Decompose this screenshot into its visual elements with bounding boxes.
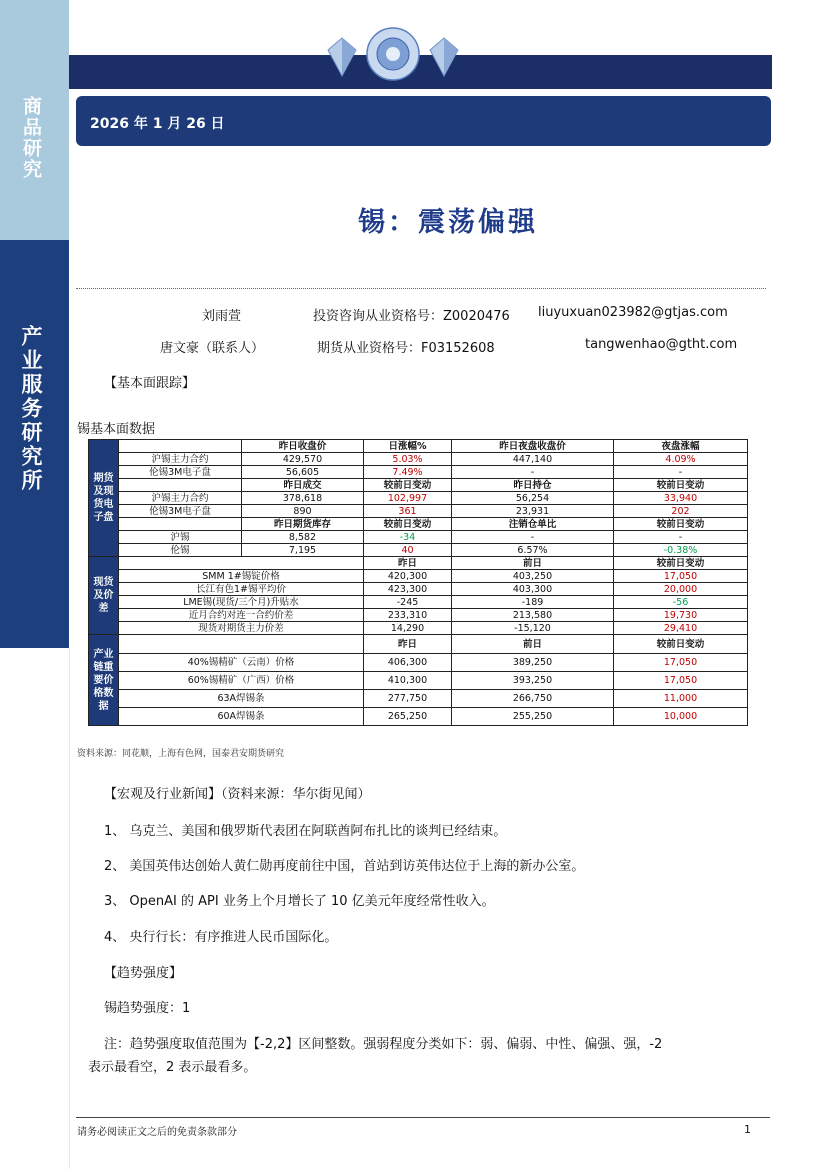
news-item-3: 3、 OpenAI 的 API 业务上个月增长了 10 亿美元年度经常性收入。	[104, 894, 495, 909]
section-trend: 【趋势强度】	[104, 966, 183, 981]
page-number: 1	[744, 1123, 751, 1136]
table-row: 近月合约对连一合约价差 233,310 213,580 19,730	[89, 609, 748, 622]
note-line-2: 表示最看空，2 表示最看多。	[88, 1060, 257, 1075]
section-macro: 【宏观及行业新闻】（资料来源：华尔街见闻）	[104, 787, 371, 802]
table-header-row: 昨日成交 较前日变动 昨日持仓 较前日变动	[89, 479, 748, 492]
news-item-1: 1、 乌克兰、美国和俄罗斯代表团在阿联酋阿布扎比的谈判已经结束。	[104, 824, 507, 839]
category-spot: 现货及价差	[89, 557, 119, 635]
footer-divider	[76, 1117, 722, 1118]
table-row: 60A焊锡条 265,250 255,250 10,000	[89, 708, 748, 726]
category-futures: 期货及现货电子盘	[89, 440, 119, 557]
table-header-row: 现货及价差 昨日 前日 较前日变动	[89, 557, 748, 570]
table-row: 沪锡主力合约 429,570 5.03% 447,140 4.09%	[89, 453, 748, 466]
sidebar-label-institute: 产业服务研究所	[19, 325, 44, 493]
author-2-name: 唐文豪（联系人）	[160, 341, 265, 356]
table-row: 长江有色1#锡平均价 423,300 403,300 20,000	[89, 583, 748, 596]
table-row: 40%锡精矿（云南）价格 406,300 389,250 17,050	[89, 654, 748, 672]
sidebar-label-commodity: 商品研究	[20, 96, 42, 180]
table-row: 伦锡 7,195 40 6.57% -0.38%	[89, 544, 748, 557]
table-row: 伦锡3M电子盘 890 361 23,931 202	[89, 505, 748, 518]
section-fundamentals: 【基本面跟踪】	[104, 376, 196, 391]
report-title: 锡：震荡偏强	[358, 207, 538, 238]
source-note: 资料来源：同花顺，上海有色网，国泰君安期货研究	[77, 749, 285, 759]
report-date: 2026 年 1 月 26 日	[90, 116, 225, 132]
table-row: 沪锡 8,582 -34 - -	[89, 531, 748, 544]
news-item-2: 2、 美国英伟达创始人黄仁勋再度前往中国，首站到访英伟达位于上海的新办公室。	[104, 859, 585, 874]
author-2-cert: 期货从业资格号：F03152608	[317, 341, 495, 356]
table-row: 60%锡精矿（广西）价格 410,300 393,250 17,050	[89, 672, 748, 690]
table-row: 现货对期货主力价差 14,290 -15,120 29,410	[89, 622, 748, 635]
tin-fundamentals-table	[88, 439, 748, 726]
table-row: 沪锡主力合约 378,618 102,997 56,254 33,940	[89, 492, 748, 505]
diamond-logo-icon	[318, 24, 468, 86]
sidebar-divider	[69, 648, 70, 1169]
author-2-email[interactable]: tangwenhao@gtht.com	[585, 337, 738, 352]
sidebar-bottom	[0, 648, 69, 1169]
category-chain: 产业链重要价格数据	[89, 635, 119, 726]
table-title: 锡基本面数据	[77, 422, 156, 437]
author-1-cert: 投资咨询从业资格号：Z0020476	[313, 309, 510, 324]
author-1-email[interactable]: liuyuxuan023982@gtjas.com	[538, 305, 728, 320]
title-divider	[76, 288, 766, 289]
table-header-row: 产业链重要价格数据 昨日 前日 较前日变动	[89, 635, 748, 654]
table-row: 伦锡3M电子盘 56,605 7.49% - -	[89, 466, 748, 479]
table-header-row: 昨日期货库存 较前日变动 注销仓单比 较前日变动	[89, 518, 748, 531]
table-row: SMM 1#锡锭价格 420,300 403,250 17,050	[89, 570, 748, 583]
table-row: 63A焊锡条 277,750 266,750 11,000	[89, 690, 748, 708]
news-item-4: 4、 央行行长：有序推进人民币国际化。	[104, 930, 338, 945]
footer-divider-right	[722, 1117, 770, 1118]
author-1-name: 刘雨萱	[202, 309, 242, 324]
note-line-1: 注：趋势强度取值范围为【-2,2】区间整数。强弱程度分类如下：弱、偏弱、中性、偏强、强，-2	[104, 1037, 663, 1052]
table-row: LME锡(现货/三个月)升贴水 -245 -189 -56	[89, 596, 748, 609]
footer-disclaimer: 请务必阅读正文之后的免责条款部分	[77, 1127, 237, 1138]
trend-strength: 锡趋势强度：1	[104, 1001, 191, 1016]
table-header-row: 期货及现货电子盘 昨日收盘价 日涨幅% 昨日夜盘收盘价 夜盘涨幅	[89, 440, 748, 453]
